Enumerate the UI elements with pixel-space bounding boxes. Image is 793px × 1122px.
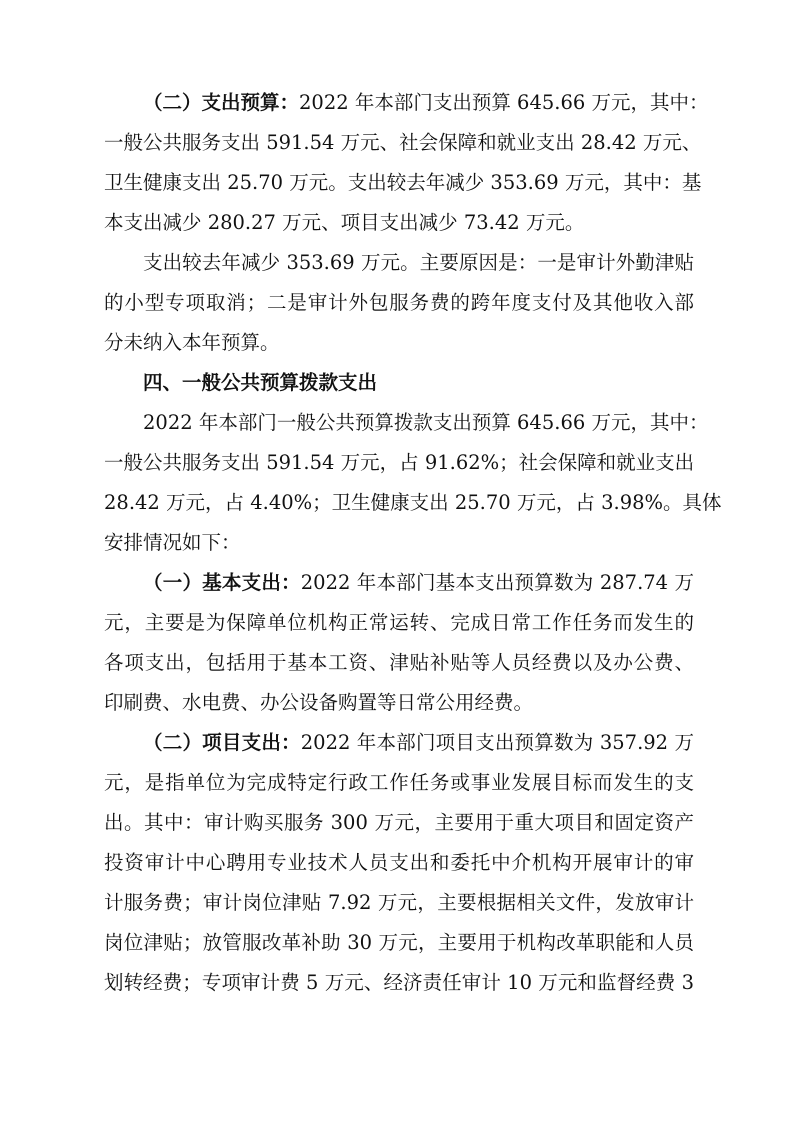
paragraph-project-expenditure-line-4: 投资审计中心聘用专业技术人员支出和委托中介机构开展审计的审: [104, 851, 694, 874]
paragraph-decrease-reason-line-1: 支出较去年减少 353.69 万元。主要原因是：一是审计外勤津贴: [143, 251, 694, 274]
paragraph-expenditure-budget-line-2: 一般公共服务支出 591.54 万元、社会保障和就业支出 28.42 万元、: [104, 131, 702, 154]
paragraph-expenditure-budget-line-4: 本支出减少 280.27 万元、项目支出减少 73.42 万元。: [104, 211, 585, 234]
section-lead-expenditure-budget: （二）支出预算：: [143, 91, 300, 114]
section-lead-project-expenditure: （二）项目支出：: [143, 731, 301, 754]
paragraph-general-budget-line-2: 一般公共服务支出 591.54 万元，占 91.62%；社会保障和就业支出: [104, 451, 695, 474]
paragraph-project-expenditure-line-2: 元，是指单位为完成特定行政工作任务或事业发展目标而发生的支: [104, 771, 694, 794]
paragraph-project-expenditure-line-7: 划转经费；专项审计费 5 万元、经济责任审计 10 万元和监督经费 3: [104, 971, 694, 994]
paragraph-project-expenditure-line-1: （二）项目支出：2022 年本部门项目支出预算数为 357.92 万: [143, 731, 694, 754]
paragraph-general-budget-line-3: 28.42 万元，占 4.40%；卫生健康支出 25.70 万元，占 3.98%。具体: [104, 491, 722, 514]
section-heading-general-budget: 四、一般公共预算拨款支出: [143, 371, 378, 394]
paragraph-decrease-reason-line-2: 的小型专项取消；二是审计外包服务费的跨年度支付及其他收入部: [104, 291, 694, 314]
paragraph-basic-expenditure-line-1: （一）基本支出：2022 年本部门基本支出预算数为 287.74 万: [143, 571, 694, 594]
paragraph-decrease-reason-line-3: 分未纳入本年预算。: [104, 331, 280, 354]
paragraph-basic-expenditure-line-4: 印刷费、水电费、办公设备购置等日常公用经费。: [104, 691, 534, 714]
paragraph-project-expenditure-line-3: 出。其中：审计购买服务 300 万元，主要用于重大项目和固定资产: [104, 811, 694, 834]
paragraph-expenditure-budget-line-3: 卫生健康支出 25.70 万元。支出较去年减少 353.69 万元，其中：基: [104, 171, 702, 194]
section-lead-basic-expenditure: （一）基本支出：: [143, 571, 301, 594]
paragraph-basic-expenditure-line-2: 元，主要是为保障单位机构正常运转、完成日常工作任务而发生的: [104, 611, 694, 634]
paragraph-general-budget-line-1: 2022 年本部门一般公共预算拨款支出预算 645.66 万元，其中：: [143, 411, 709, 434]
paragraph-basic-expenditure-line-3: 各项支出，包括用于基本工资、津贴补贴等人员经费以及办公费、: [104, 651, 694, 674]
paragraph-general-budget-line-4: 安排情况如下：: [104, 531, 241, 554]
paragraph-project-expenditure-line-5: 计服务费；审计岗位津贴 7.92 万元，主要根据相关文件，发放审计: [104, 891, 694, 914]
paragraph-project-expenditure-line-6: 岗位津贴；放管服改革补助 30 万元，主要用于机构改革职能和人员: [104, 931, 694, 954]
paragraph-expenditure-budget-line-1: （二）支出预算：2022 年本部门支出预算 645.66 万元，其中：: [143, 91, 709, 114]
